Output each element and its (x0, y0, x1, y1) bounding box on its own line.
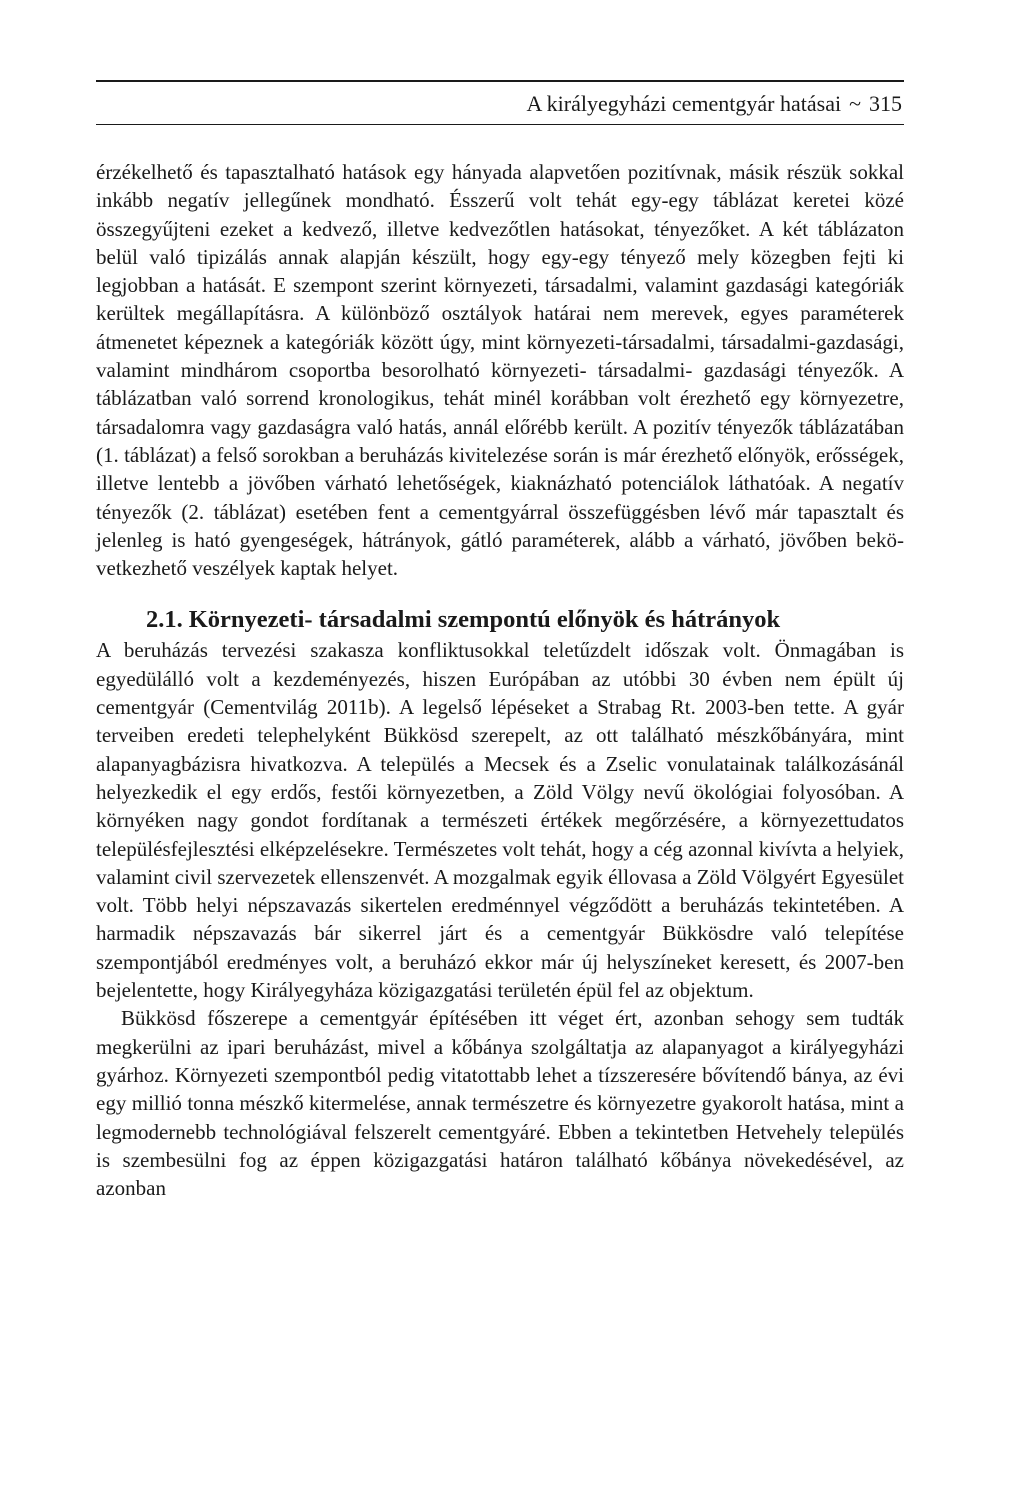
running-head-separator: ~ (849, 91, 861, 116)
main-text (96, 158, 904, 1202)
running-head (96, 80, 904, 128)
running-head-title: A királyegyházi cementgyár hatásai (526, 91, 842, 116)
paragraph-intro: érzékelhető és tapasztalható hatások egy hányada alapvetően pozitívnak, másik részük sokkal inkább negatív jellegűnek mondható. Ésszerű volt tehát egy-egy táblázat keretei közé összegyűjteni ezeket a kedvező, illetve kedvezőtlen hatásokat, tényezőket. A két táblázaton belül való tipizálás annak alapján készült, hogy egy-egy tényező mely közegben fejti ki legjobban a hatását. E szempont szerint környezeti, társadalmi, valamint gazdasági kategóriák kerültek megállapításra. A különböző osztályok határai nem merevek, egyes paraméterek átmenetet képeznek a kategóriák között úgy, mint környezeti-társadalmi, társadalmi-gazdasági, valamint mindhárom csoportba besorolható környezeti- társadalmi- gazdasági tényezők. A táblázatban való sorrend kronologikus, tehát minél korábban volt érezhető egy környezetre, társadalomra vagy gazdaságra való hatás, annál előrébb került. A pozitív tényezők táblázatában (1. táblázat) a felső sorokban a beruházás kivitelezése során is már érezhető előnyök, erősségek, illetve lentebb a jövőben várható lehetőségek, kiaknázható potenciálok láthatóak. A negatív tényezők (2. táblázat) esetében fent a cementgyárral összefüggésben lévő már tapasztalt és jelenleg is ható gyengeségek, hátrányok, gátló paraméterek, alább a várható, jövőben bekövetkezhető veszélyek kaptak helyet. (96, 160, 904, 581)
section-title: Környezeti- társadalmi szempontú előnyök és hátrányok (188, 606, 781, 634)
section-number: 2.1. (146, 606, 183, 634)
paragraph-bukkosd: Bükkösd főszerepe a cementgyár építésében itt véget ért, azonban sehogy sem tudták megkerülni az ipari beruházást, mivel a kőbánya szolgáltatja az alapanyagot a királyegyházi gyárhoz. Környezeti szempontból pedig vitatottabb lehet a tízszeresére bővítendő bánya, az évi egy millió tonna mészkő kitermelése, annak természetre és környezetre gyakorolt hatása, mint a legmodernebb technológiával felszerelt cementgyáré. Ebben a tekintetben Hetvehely település is szembesülni fog az éppen közigazgatási határon található kőbánya növekedésével, az azonban (96, 1006, 904, 1201)
running-head-text (527, 89, 903, 119)
header-rule-bottom (96, 124, 904, 125)
section-heading (96, 604, 904, 636)
paragraph-planning: A beruházás tervezési szakasza konfliktusokkal teletűzdelt időszak volt. Önmagában is egyedülálló volt a kezdeményezés, hiszen Európában az utóbbi 30 évben nem épült új cementgyár (Cementvilág 2011b). A legelső lépéseket a Strabag Rt. 2003-ben tette. A gyár terveiben eredeti telephelyként Bükkösd szerepelt, az ott található mészkőbányára, mint alapanyagbázisra hivatkozva. A település a Mecsek és a Zselic vonulatainak találkozásánál helyezkedik el egy erdős, festői környezetben, a Zöld Völgy nevű ökológiai folyosóban. A környéken nagy gondot fordítanak a természeti értékek megőrzésére, a környezettudatos településfejlesztési elképzelésekre. Természetes volt tehát, hogy a cég azonnal kivívta a helyiek, valamint civil szervezetek ellenszenvét. A mozgalmak egyik éllovasa a Zöld Völgyért Egyesület volt. Több helyi népszavazás sikertelen eredménnyel végződött a beruházás tekintetében. A harmadik népszavazás bár sikerrel járt és a cementgyár Bükkösdre való telepítése szempontjából eredményes volt, a beruházó ekkor már új helyszíneket keresett, és 2007-ben bejelentette, hogy Királyegyháza közigazgatási területén épül fel az objektum. (96, 638, 904, 1003)
header-rule-top (96, 80, 904, 82)
page-number: 315 (869, 91, 902, 116)
